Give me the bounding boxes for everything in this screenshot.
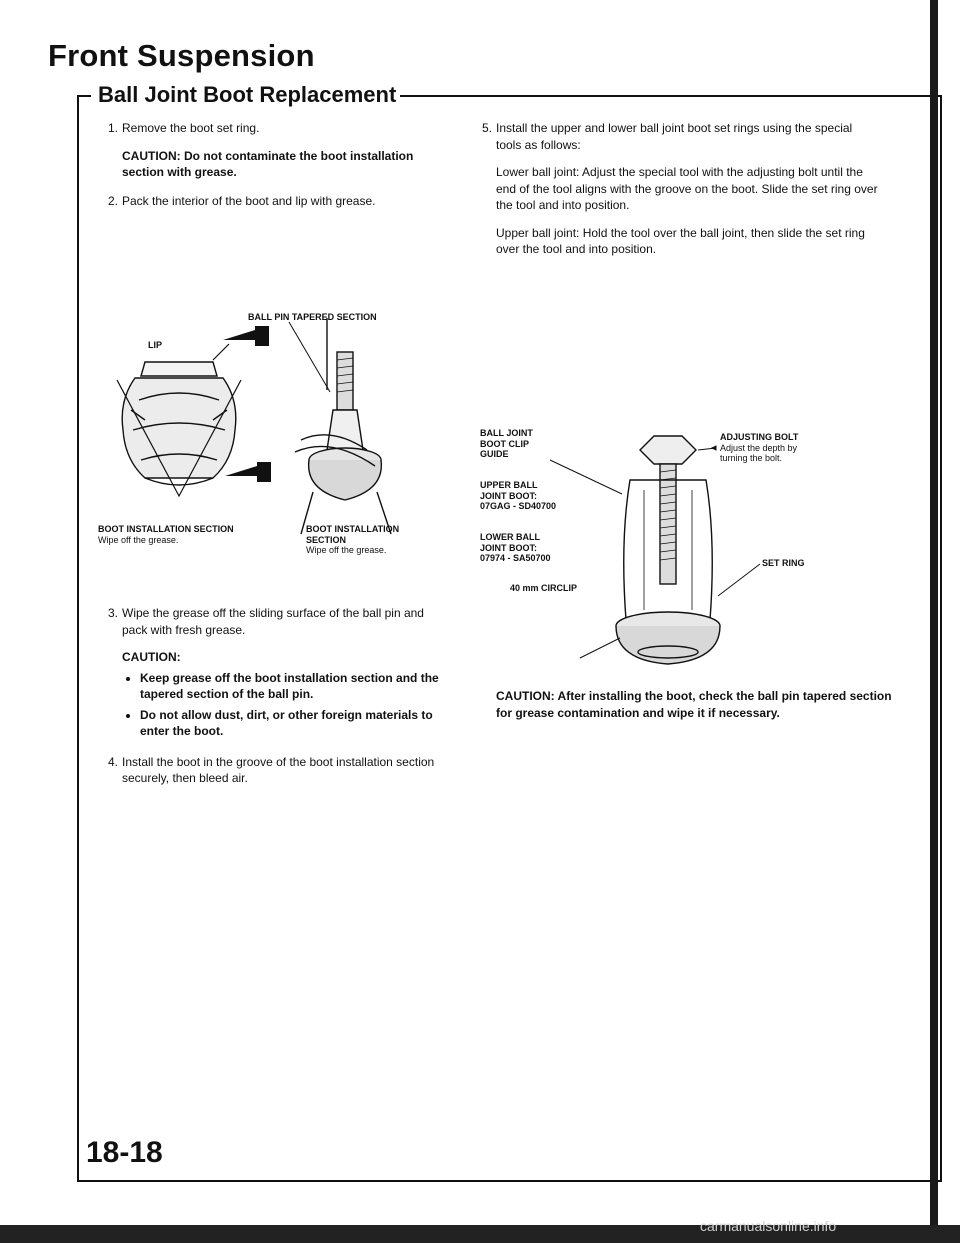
- step-text: Wipe the grease off the sliding surface of the ball pin and pack with fresh grease.: [122, 606, 424, 637]
- label-line: 07GAG - SD40700: [480, 501, 557, 512]
- right-column: [470, 120, 880, 270]
- left-column: [96, 120, 451, 221]
- label-line: 07974 - SA50700: [480, 553, 551, 564]
- step-3: [96, 605, 451, 740]
- label-circlip: 40 mm CIRCLIP: [510, 583, 578, 593]
- label-line: UPPER BALL: [480, 480, 538, 490]
- label-ball-pin-tapered-section: BALL PIN TAPERED SECTION: [248, 312, 377, 322]
- label-adjusting-bolt: [720, 432, 798, 464]
- frame-left-rule: [77, 95, 79, 1180]
- label-lower-boot-tool: [480, 532, 551, 564]
- ball-pin-illustration: [295, 318, 391, 534]
- step-number: 1.: [107, 121, 118, 135]
- label-line: BOOT CLIP: [480, 438, 529, 449]
- label-line: JOINT BOOT:: [480, 542, 538, 553]
- section-subtitle: Ball Joint Boot Replacement: [98, 82, 397, 107]
- step-number: 2.: [107, 193, 118, 208]
- label-title-line-2: SECTION: [306, 534, 347, 545]
- caution-text: CAUTION: Do not contaminate the boot installation section with grease.: [122, 148, 414, 180]
- step-5: [470, 120, 880, 258]
- special-tool-illustration: [616, 436, 720, 664]
- step-4: [96, 754, 451, 787]
- grease-arrow-icon: [225, 462, 271, 482]
- watermark: carmanualsonline.info: [700, 1218, 837, 1234]
- page-number: 18-18: [86, 1136, 163, 1169]
- step-text: Pack the interior of the boot and lip with grease.: [122, 193, 376, 208]
- label-title-line-1: BOOT INSTALLATION: [306, 524, 400, 534]
- left-column-lower: [96, 605, 451, 799]
- step-intro: Install the upper and lower ball joint boot set rings using the special tools as follows:: [496, 121, 853, 152]
- label-line: GUIDE: [480, 449, 509, 460]
- label-boot-installation-right: [306, 524, 399, 556]
- step-lower-joint: Lower ball joint: Adjust the special tool with the adjusting bolt until the end of the tool aligns with the groove on the boot. Slide the set ring over the tool and into position.: [496, 165, 878, 213]
- label-title: BOOT INSTALLATION SECTION: [98, 524, 234, 534]
- right-caution: CAUTION: After installing the boot, check the ball pin tapered section for grease contamination and wipe it if necessary.: [496, 689, 892, 720]
- step-text: Remove the boot set ring.: [122, 121, 260, 135]
- caution-bullet: • Keep grease off the boot installation section and the tapered section of the ball pin.: [140, 670, 451, 703]
- label-title: ADJUSTING BOLT: [720, 432, 799, 442]
- label-upper-boot-tool: [480, 480, 556, 512]
- leader-line-clip-guide: [550, 460, 622, 494]
- label-note: Wipe off the grease.: [306, 545, 387, 556]
- page-edge-bar: [930, 0, 938, 1243]
- label-note: Wipe off the grease.: [98, 534, 179, 545]
- step-number: 3.: [107, 606, 118, 620]
- step-upper-joint: Upper ball joint: Hold the tool over the ball joint, then slide the set ring over the tool and into position.: [496, 225, 865, 257]
- step-2: [96, 193, 451, 210]
- frame-bottom-rule: [77, 1180, 942, 1182]
- frame-hook-rule: [77, 95, 91, 97]
- boot-set-ring-tool-diagram: [560, 420, 860, 680]
- label-line: JOINT BOOT:: [480, 490, 538, 501]
- step-number: 5.: [481, 121, 492, 135]
- grease-arrow-icon: [213, 326, 269, 360]
- label-set-ring: SET RING: [762, 558, 805, 568]
- label-boot-installation-left: [98, 524, 234, 545]
- leader-line-circlip: [580, 638, 620, 658]
- leader-line-set-ring: [718, 564, 760, 596]
- caution-title: CAUTION:: [122, 650, 181, 665]
- label-clip-guide: [480, 428, 533, 460]
- caution-list: [122, 670, 451, 740]
- frame-top-rule: [400, 95, 940, 97]
- step-text: Install the boot in the groove of the boot installation section securely, then bleed air.: [122, 754, 435, 786]
- caution-bullet: • Do not allow dust, dirt, or other foreign materials to enter the boot.: [140, 707, 451, 740]
- step-1: [96, 120, 451, 181]
- page-title: Front Suspension: [48, 38, 315, 73]
- label-line: LOWER BALL: [480, 532, 540, 542]
- label-lip: LIP: [148, 340, 163, 350]
- frame-right-rule: [940, 95, 942, 1180]
- step-number: 4.: [107, 754, 118, 769]
- label-note: Adjust the depth by: [720, 442, 798, 453]
- label-note: turning the bolt.: [720, 453, 783, 464]
- boot-illustration: [117, 362, 241, 496]
- label-line: BALL JOINT: [480, 428, 533, 438]
